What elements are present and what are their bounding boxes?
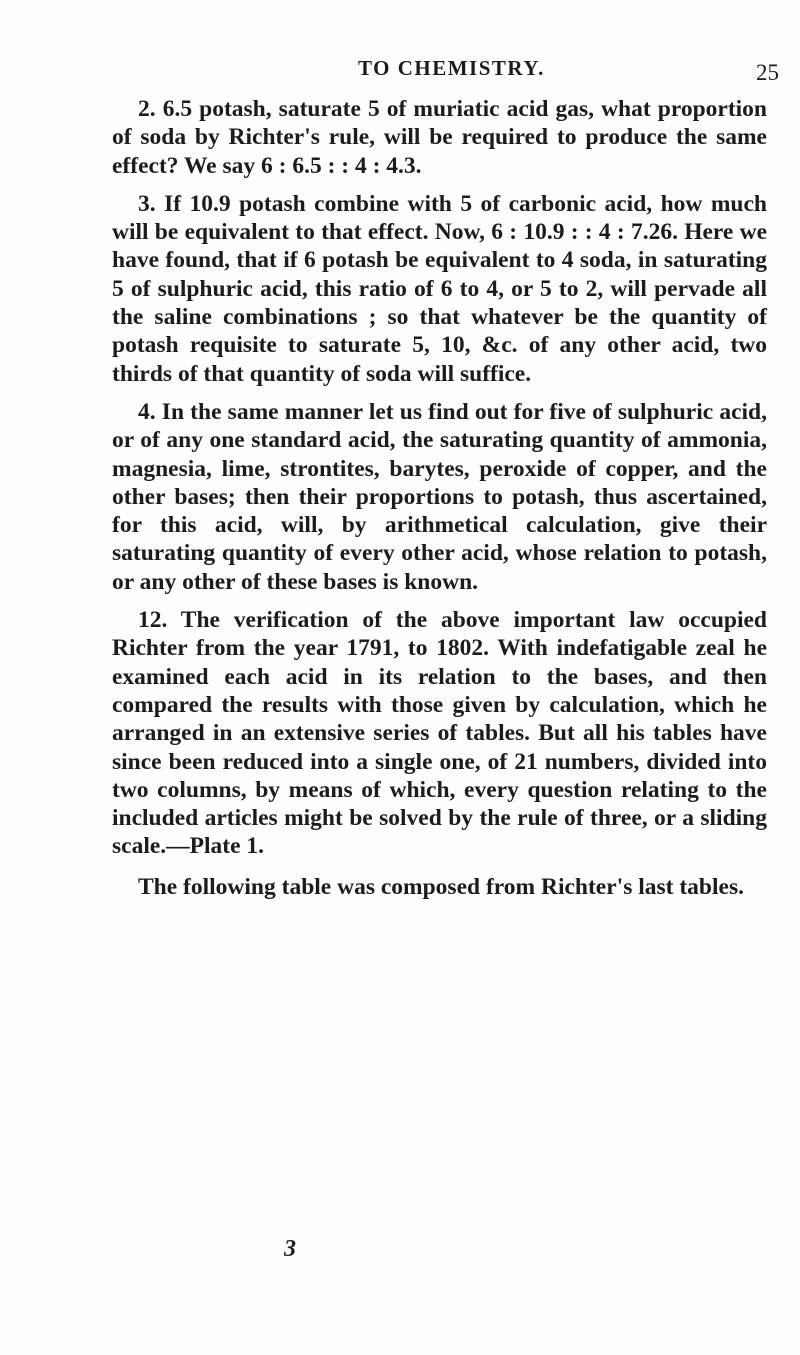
signature-mark: 3 bbox=[284, 1236, 296, 1262]
paragraph-example-2: 2. 6.5 potash, saturate 5 of muriatic acid gas, what proportion of soda by Richter's rule, will be required to produce the same effect? We say 6 : 6.5 : : 4 : 4.3. bbox=[112, 96, 767, 179]
paragraph-table-intro: The following table was composed from Richter's last tables. bbox=[138, 873, 744, 900]
body-text bbox=[112, 95, 767, 901]
page-number: 25 bbox=[756, 60, 779, 85]
paragraph-example-4: 4. In the same manner let us find out for five of sulphuric acid, or of any one standard acid, the saturating quantity of ammonia, magnesia, lime, strontites, barytes, peroxide of copper, and the other bases; then their proportions to potash, thus ascertained, for this acid, will, by arithmetical calculation, give their saturating quantity of every other acid, whose relation to potash, or any other of these bases is known. bbox=[112, 398, 767, 595]
running-title: TO CHEMISTRY. bbox=[358, 56, 545, 80]
paragraph-example-3: 3. If 10.9 potash combine with 5 of carbonic acid, how much will be equivalent to that effect. Now, 6 : 10.9 : : 4 : 7.26. Here we have found, that if 6 potash be equivalent to 4 soda, in saturating 5 of sulphuric acid, this ratio of 6 to 4, or 5 to 2, will pervade all the saline combinations ; so that whatever be the quantity of potash requisite to saturate 5, 10, &c. of any other acid, two thirds of that quantity of soda will suffice. bbox=[112, 190, 767, 387]
paragraph-section-12: 12. The verification of the above important law occupied Richter from the year 1791, to 1802. With indefatigable zeal he examined each acid in its relation to the bases, and then compared the results with those given by calculation, which he arranged in an extensive series of tables. But all his tables have since been reduced into a single one, of 21 numbers, divided into two columns, by means of which, every question relating to the included articles might be solved by the rule of three, or a sliding scale.—Plate 1. bbox=[112, 607, 767, 860]
running-head bbox=[0, 56, 800, 86]
